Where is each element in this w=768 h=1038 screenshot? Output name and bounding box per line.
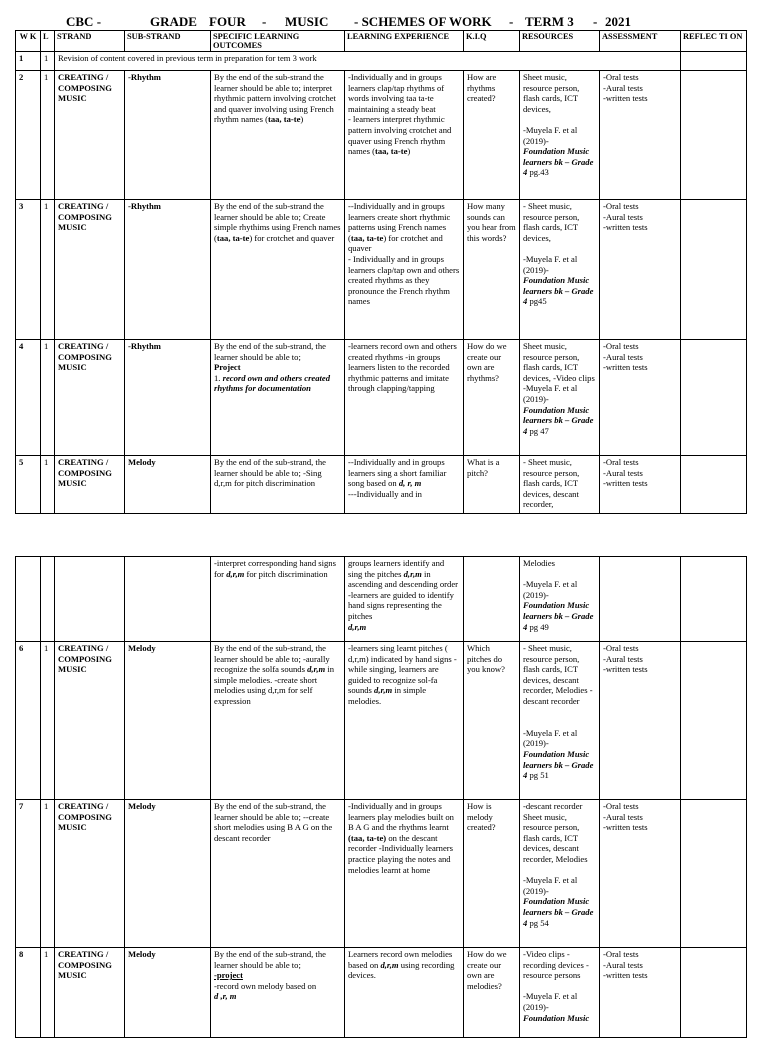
experience-cell: [345, 642, 464, 800]
experience-solfa: d,r,m: [403, 568, 422, 579]
strand-cell: CREATING / COMPOSING MUSIC: [55, 948, 125, 1038]
experience-solfa: d,r,m: [380, 959, 399, 970]
assessment-written: -written tests: [603, 362, 648, 373]
assessment-aural: -Aural tests: [603, 811, 643, 822]
resources-text: Sheet music, resource person, flash cards, ICT devices,: [523, 72, 580, 114]
assessment-written: -written tests: [603, 478, 648, 489]
table-row: [16, 71, 747, 200]
title-grade: GRADE: [150, 14, 197, 29]
experience-text: - Individually and in groups learners clap/tap own and others created rhythms as they pronounce the French rhythm names: [348, 253, 460, 307]
experience-cell: [345, 456, 464, 514]
book-author: -Muyela F. et al (2019)-: [523, 875, 578, 896]
book-title: Foundation Music learners bk – Grade 4: [523, 404, 594, 436]
title-dash-3: -: [593, 14, 598, 29]
reflection-cell: [681, 340, 747, 456]
week-number: 6: [16, 642, 41, 800]
kiq-cell: How are rhythms created?: [464, 71, 520, 200]
experience-solfa: d,r,m: [348, 621, 367, 632]
week-number: 2: [16, 71, 41, 200]
resources-text: -descant recorder Sheet music, resource person, flash cards, ICT devices, descant recorder, Melodies: [523, 801, 588, 864]
experience-solfa: d,r,m: [374, 685, 393, 696]
experience-cell: [345, 71, 464, 200]
outcome-solfa: d,r,m: [307, 664, 326, 675]
assessment-cell: [600, 71, 681, 200]
experience-cell: [345, 200, 464, 340]
assessment-written: -written tests: [603, 822, 648, 833]
book-author: -Muyela F. et al (2019)-: [523, 253, 578, 275]
lesson-number: 1: [41, 52, 55, 71]
outcome-text: By the end of the sub-strand, the learner should be able to;: [214, 341, 326, 362]
book-title: Foundation Music learners bk – Grade 4: [523, 896, 594, 928]
book-page: pg45: [529, 296, 547, 307]
header-reflection: REFLEC TI ON: [681, 31, 747, 52]
week-number: 1: [16, 52, 41, 71]
table-row: [16, 800, 747, 948]
experience-close: ): [407, 146, 411, 157]
outcomes-cell: By the end of the sub-strand, the learner should be able to; --create short melodies using B A G on the descant recorder: [211, 800, 345, 948]
substrand-cell: -Rhythm: [125, 340, 211, 456]
assessment-aural: -Aural tests: [603, 82, 643, 93]
week-number: [16, 557, 41, 642]
outcome-project-label: Project: [214, 362, 241, 373]
experience-text: ) for crotchet and quaver: [348, 232, 443, 254]
outcome-close: ): [300, 114, 304, 125]
strand-cell: CREATING / COMPOSING MUSIC: [55, 71, 125, 200]
lesson-number: [41, 557, 55, 642]
assessment-aural: -Aural tests: [603, 653, 643, 664]
book-author: -Muyela F. et al (2019)-: [523, 991, 578, 1012]
resources-cell: [520, 642, 600, 800]
strand-cell: [55, 557, 125, 642]
resources-text: - Sheet music, resource person, flash cards, ICT devices,: [523, 201, 580, 243]
resources-cell: [520, 948, 600, 1038]
outcome-project-label: -project: [214, 970, 243, 981]
reflection-cell: [681, 200, 747, 340]
table-row: [16, 642, 747, 800]
assessment-aural: -Aural tests: [603, 211, 643, 222]
book-title: Foundation Music: [523, 1012, 590, 1023]
title-cbc: CBC -: [66, 14, 102, 29]
book-title: Foundation Music learners bk – Grade 4: [523, 600, 594, 632]
assessment-oral: -Oral tests: [603, 201, 639, 211]
table-row: [16, 948, 747, 1038]
experience-text: ---Individually and in: [348, 488, 422, 499]
substrand-cell: [125, 557, 211, 642]
outcome-project-text: record own and others created rhythms for documentation: [214, 372, 331, 394]
week-number: 7: [16, 800, 41, 948]
substrand-cell: -Rhythm: [125, 200, 211, 340]
lesson-number: 1: [41, 340, 55, 456]
table-row: [16, 200, 747, 340]
header-l: L: [41, 31, 55, 52]
book-author: -Muyela F. et al (2019)-: [523, 579, 578, 600]
reflection-cell: [681, 642, 747, 800]
scheme-table-page-1: [15, 30, 747, 514]
outcome-french-names: taa, ta-te: [267, 114, 301, 125]
experience-french-names: taa, ta-te: [374, 146, 408, 157]
title-term: TERM 3: [525, 14, 574, 29]
outcomes-cell: [211, 200, 345, 340]
kiq-cell: How many sounds can you hear from this words?: [464, 200, 520, 340]
lesson-number: 1: [41, 642, 55, 800]
outcome-text: By the end of the sub-strand, the learner should be able to;: [214, 949, 326, 970]
assessment-cell: [600, 200, 681, 340]
experience-text: - learners interpret rhythmic pattern involving crotchet and quaver using French rhythm names (: [348, 114, 452, 157]
week-number: 3: [16, 200, 41, 340]
strand-cell: CREATING / COMPOSING MUSIC: [55, 200, 125, 340]
reflection-cell: [681, 52, 747, 71]
title-music: MUSIC: [285, 14, 329, 29]
lesson-number: 1: [41, 200, 55, 340]
book-page: pg 54: [529, 917, 549, 928]
assessment-written: -written tests: [603, 664, 648, 675]
kiq-cell: What is a pitch?: [464, 456, 520, 514]
experience-text: groups learners identify and sing the pitches: [348, 558, 445, 579]
week-number: 8: [16, 948, 41, 1038]
assessment-written: -written tests: [603, 93, 648, 104]
reflection-cell: [681, 557, 747, 642]
assessment-aural: -Aural tests: [603, 351, 643, 362]
outcome-text: ) for crotchet and quaver: [249, 232, 335, 243]
header-substrand: SUB-STRAND: [125, 31, 211, 52]
outcomes-cell: [211, 340, 345, 456]
outcome-solfa: d ,r, m: [214, 991, 237, 1002]
header-outcomes: SPECIFIC LEARNING OUTCOMES: [211, 31, 345, 52]
experience-text: -learners are guided to identify hand signs representing the pitches: [348, 589, 454, 621]
revision-text: Revision of content covered in previous term in preparation for tem 3 work: [55, 52, 681, 71]
resources-cell: [520, 340, 600, 456]
resources-cell: - Sheet music, resource person, flash cards, ICT devices, descant recorder,: [520, 456, 600, 514]
book-page: pg 51: [529, 770, 549, 781]
resources-cell: [520, 557, 600, 642]
header-wk: W K: [16, 31, 41, 52]
book-title: Foundation Music learners bk – Grade 4: [523, 748, 594, 781]
strand-cell: CREATING / COMPOSING MUSIC: [55, 456, 125, 514]
experience-text: -learners sing learnt pitches ( d,r,m) indicated by hand signs -while singing, learners are guided to recognize sol-fa sounds: [348, 643, 457, 696]
table-row: [16, 557, 747, 642]
experience-text: -Individually and in groups learners play melodies built on B A G and the rhythms learnt: [348, 801, 454, 833]
substrand-cell: Melody: [125, 800, 211, 948]
book-title: Foundation Music learners bk – Grade 4: [523, 146, 594, 178]
substrand-cell: Melody: [125, 456, 211, 514]
outcome-text: By the end of the sub-strand the learner should be able to; interpret rhythmic pattern involving crotchet and quaver involving using French rhythm names (: [214, 72, 336, 125]
week-number: 4: [16, 340, 41, 456]
outcome-text: By the end of the sub-strand, the learner should be able to; -aurally recognize the solfa sounds: [214, 643, 330, 675]
outcome-solfa: d,r,m: [226, 568, 245, 579]
reflection-cell: [681, 948, 747, 1038]
experience-solfa: d, r, m: [398, 478, 422, 489]
assessment-oral: -Oral tests: [603, 801, 639, 811]
assessment-oral: -Oral tests: [603, 457, 639, 467]
table-header-row: [16, 31, 747, 52]
resources-text: -Video clips -recording devices -resource persons: [523, 949, 589, 981]
reflection-cell: [681, 456, 747, 514]
resources-text: Sheet music, resource person, flash cards, ICT devices, -Video clips: [523, 341, 595, 383]
substrand-cell: -Rhythm: [125, 71, 211, 200]
book-title: Foundation Music learners bk – Grade 4: [523, 275, 594, 307]
assessment-cell: [600, 456, 681, 514]
book-author: -Muyela F. et al (2019)-: [523, 124, 578, 146]
book-page: pg 49: [529, 621, 549, 632]
header-assessment: ASSESSMENT: [600, 31, 681, 52]
experience-french-names: taa, ta-te: [350, 232, 384, 243]
header-resources: RESOURCES: [520, 31, 600, 52]
kiq-cell: How do we create our own are rhythms?: [464, 340, 520, 456]
assessment-oral: -Oral tests: [603, 341, 639, 351]
outcome-text: for pitch discrimination: [246, 568, 328, 579]
experience-text: in simple melodies.: [348, 685, 427, 706]
lesson-number: 1: [41, 948, 55, 1038]
experience-text: --Individually and in groups learners sing a short familiar song based on: [348, 457, 447, 489]
title-dash-2: -: [509, 14, 514, 29]
experience-text: using recording devices.: [348, 959, 455, 981]
resources-cell: [520, 200, 600, 340]
assessment-oral: -Oral tests: [603, 949, 639, 959]
assessment-cell: [600, 948, 681, 1038]
outcome-text: in simple melodies. -create short melodies using d,r,m for self expression: [214, 664, 335, 706]
assessment-aural: -Aural tests: [603, 467, 643, 478]
outcomes-cell: By the end of the sub-strand, the learner should be able to; -Sing d,r,m for pitch discrimination: [211, 456, 345, 514]
experience-text: Learners record own melodies based on: [348, 949, 453, 970]
assessment-written: -written tests: [603, 222, 648, 233]
kiq-cell: [464, 557, 520, 642]
lesson-number: 1: [41, 800, 55, 948]
experience-french-names: (taa, ta-te): [348, 832, 387, 843]
kiq-cell: Which pitches do you know?: [464, 642, 520, 800]
book-page: pg.43: [529, 167, 549, 178]
title-schemes: - SCHEMES OF WORK: [354, 14, 492, 29]
outcomes-cell: [211, 557, 345, 642]
title-dash-1: -: [262, 14, 267, 29]
assessment-cell: [600, 800, 681, 948]
book-author: -Muyela F. et al (2019)-: [523, 383, 578, 404]
experience-text: in ascending and descending order: [348, 568, 459, 590]
assessment-cell: [600, 340, 681, 456]
resources-cell: [520, 71, 600, 200]
experience-cell: -learners record own and others created rhythms -in groups learners listen to the recorded rhythmic patterns and imitate through clapping/tapping: [345, 340, 464, 456]
substrand-cell: Melody: [125, 642, 211, 800]
substrand-cell: Melody: [125, 948, 211, 1038]
reflection-cell: [681, 71, 747, 200]
title-four: FOUR: [209, 14, 246, 29]
table-row: [16, 456, 747, 514]
assessment-cell: [600, 642, 681, 800]
kiq-cell: How do we create our own are melodies?: [464, 948, 520, 1038]
week-number: 5: [16, 456, 41, 514]
experience-cell: [345, 800, 464, 948]
assessment-oral: -Oral tests: [603, 643, 639, 653]
experience-text: --Individually and in groups learners create short rhythmic patterns using French names (: [348, 201, 451, 243]
lesson-number: 1: [41, 456, 55, 514]
lesson-number: 1: [41, 71, 55, 200]
outcome-text: -interpret corresponding hand signs for: [214, 558, 336, 579]
header-strand: STRAND: [55, 31, 125, 52]
strand-cell: CREATING / COMPOSING MUSIC: [55, 642, 125, 800]
assessment-oral: -Oral tests: [603, 72, 639, 82]
experience-text: -Individually and in groups learners clap/tap rhythms of words involving taa ta-te maintaining a steady beat: [348, 72, 445, 114]
outcomes-cell: [211, 71, 345, 200]
scheme-table-page-2: [15, 556, 747, 1038]
resources-text: - Sheet music, resource person, flash cards, ICT devices, descant recorder, Melodies -descant recorder: [523, 643, 593, 706]
reflection-cell: [681, 800, 747, 948]
header-experience: LEARNING EXPERIENCE: [345, 31, 464, 52]
table-row: [16, 340, 747, 456]
resources-cell: [520, 800, 600, 948]
assessment-aural: -Aural tests: [603, 959, 643, 970]
table-row: [16, 52, 747, 71]
kiq-cell: How is melody created?: [464, 800, 520, 948]
strand-cell: CREATING / COMPOSING MUSIC: [55, 800, 125, 948]
assessment-cell: [600, 557, 681, 642]
strand-cell: CREATING / COMPOSING MUSIC: [55, 340, 125, 456]
outcome-french-names: taa, ta-te: [216, 232, 250, 243]
outcome-number: 1.: [214, 372, 221, 383]
resources-text: Melodies: [523, 558, 555, 568]
outcomes-cell: [211, 642, 345, 800]
outcome-text: -record own melody based on: [214, 980, 317, 991]
experience-text: on the descant recorder -Individually learners practice playing the notes and melodies learnt at home: [348, 832, 453, 875]
title-year: 2021: [605, 14, 631, 29]
book-page: pg 47: [529, 425, 549, 436]
book-author: -Muyela F. et al (2019)-: [523, 727, 578, 749]
assessment-written: -written tests: [603, 970, 648, 981]
outcome-text: By the end of the sub-strand the learner should be able to; Create simple rhythims using French names (: [214, 201, 341, 243]
experience-cell: [345, 557, 464, 642]
header-kiq: K.I.Q: [464, 31, 520, 52]
experience-cell: [345, 948, 464, 1038]
outcomes-cell: [211, 948, 345, 1038]
